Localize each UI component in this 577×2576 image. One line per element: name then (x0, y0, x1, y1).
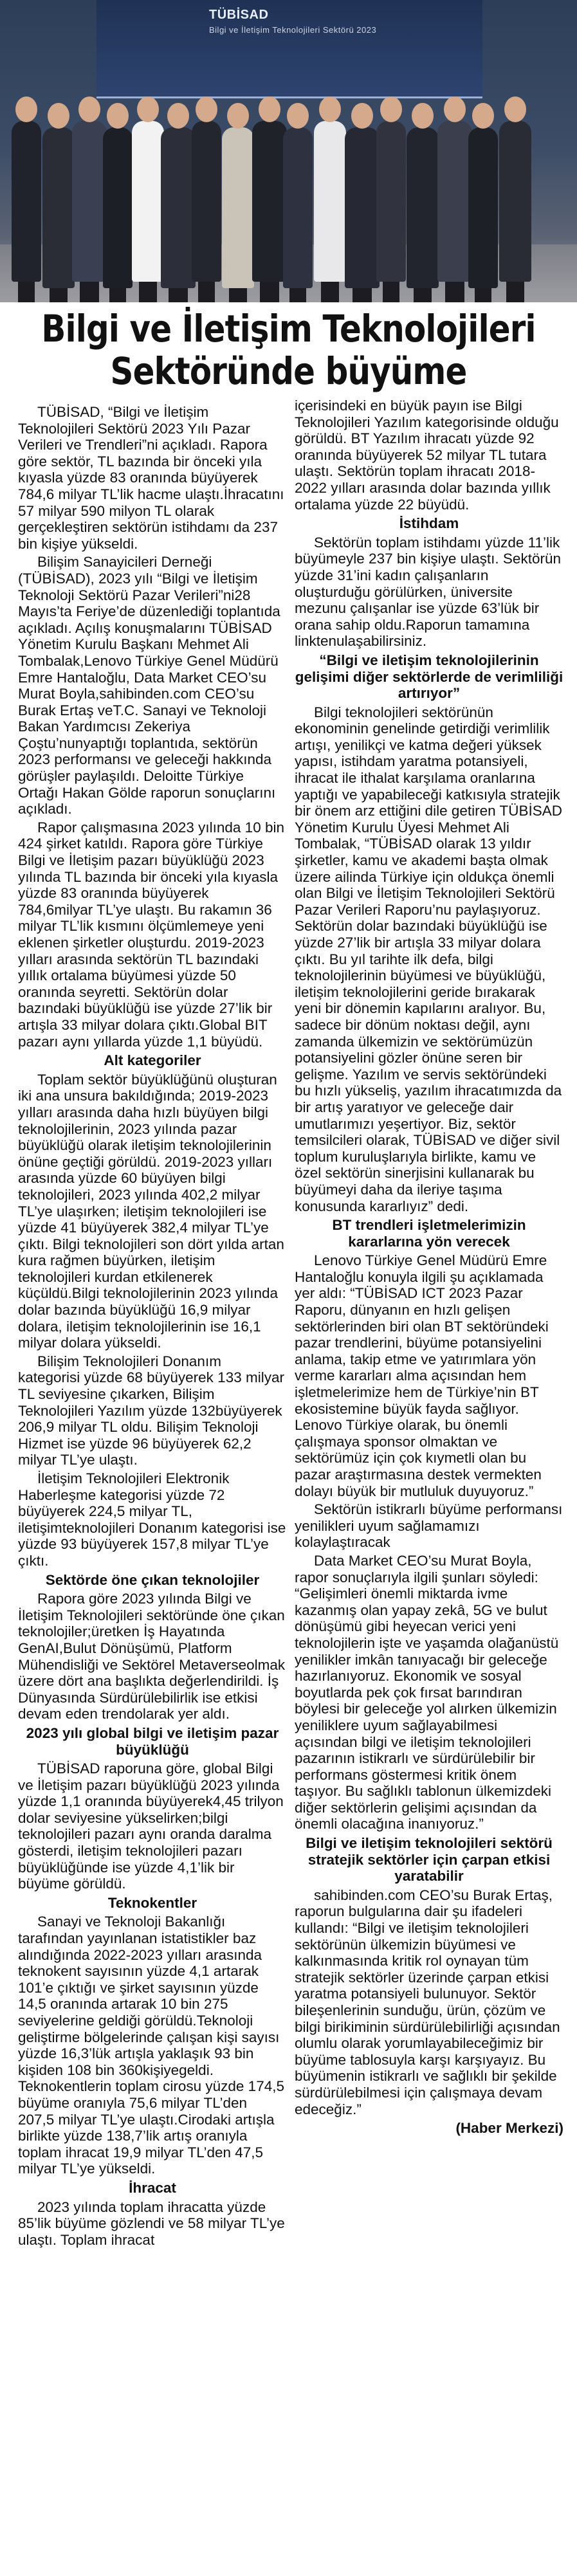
person-body (499, 121, 531, 282)
backdrop-logo-text (209, 8, 376, 35)
paragraph: TÜBİSAD, “Bilgi ve İletişim Teknolojileri Sektörü 2023 Yılı Pazar Verileri ve Trendleri”ni açıkladı. Rapora göre sektör, TL bazında bir önceki yıla kıyasla yüzde 83 oranında büyüyerek 784,6 milyar TL’lik hacme ulaştı.İhracatını 57 milyar 590 milyon TL olarak gerçekleştiren sektörün istihdamı da 237 bin kişiye yükseldi. (18, 404, 284, 552)
section-heading: BT trendleri işletmelerimizin kararlarına yön verecek (332, 1217, 526, 1250)
person-body (468, 127, 498, 288)
person-body (314, 121, 346, 282)
paragraph: Rapora göre 2023 yılında Bilgi ve İletişim Teknolojileri sektöründe öne çıkan teknolojiler;üretken İş Hayatında GenAI,Bulut Dönüşümü, Platform Mühendisliği ve Sektörel Metaverseolmak üzere dört ana başlıkta değerlendirildi. İş Dünyasında Sürdürülebilirlik ise etkisi devam eden trendolarak yer aldı. (18, 1591, 286, 1722)
paragraph: Sektörün toplam istihdamı yüzde 11’lik büyümeyle 237 bin kişiye ulaştı. Sektörün yüzde 31’ini kadın çalışanların oluşturduğu görülürken, üniversite mezunu çalışanlar ise yüzde 63’lük bir orana sahip oldu.Raporun tamamına linktenulaşabilirsiniz. (295, 534, 561, 650)
person-figure (72, 96, 107, 302)
person-head (319, 96, 341, 122)
paragraph: sahibinden.com CEO’su Burak Ertaş, raporun bulgularına dair şu ifadeleri kullandı: “Bilgi ve iletişim teknolojileri sektörünün ülkemizin büyümesi ve kalkınmasında kritik rol oynayan tüm stratejik sektörler üzerinde çarpan etkisi yaratma potansiyeli bulunuyor. Sektör bileşenlerinin sunduğu, ürün, çözüm ve bilgi birikiminin sürdürülebilirliği açısından olumlu olarak yorumlayabileceğimiz bir büyüme tablosuyla karşı karşıyayız. Bu büyümenin istikrarlı ve sağlıklı bir şekilde sürdürülebilmesi için çalışmaya devam edeceğiz.” (295, 1886, 560, 2117)
paragraph: Sektörün istikrarlı büyüme performansı yenilikleri uyum sağlamamızı kolaylaştıracak (295, 1501, 563, 1551)
person-head (412, 103, 434, 129)
person-head (48, 103, 69, 129)
person-head (259, 96, 280, 122)
person-figure (345, 103, 380, 302)
person-body (345, 127, 380, 288)
person-body (192, 121, 221, 282)
person-head (167, 103, 189, 129)
person-figure (222, 103, 254, 302)
person-head (196, 96, 217, 122)
person-body (252, 121, 287, 282)
person-figure (103, 103, 133, 302)
person-body (72, 121, 107, 282)
person-figure (192, 96, 221, 302)
paragraph: İletişim Teknolojileri Elektronik Haberleşme kategorisi yüzde 72 büyüyerek 224,5 milyar TL, iletişimteknolojileri Donanım kategorisi ise yüzde 93 büyüyerek 157,8 milyar TL’ye çıktı. (18, 1470, 286, 1569)
person-head (444, 96, 466, 122)
person-body (283, 127, 313, 288)
person-body (407, 127, 439, 288)
person-figure (468, 103, 498, 302)
person-body (161, 127, 196, 288)
byline: (Haber Merkezi) (455, 2120, 563, 2137)
section-heading: İstihdam (399, 515, 459, 532)
person-figure (437, 96, 472, 302)
person-figure (376, 96, 406, 302)
paragraph: Rapor çalışmasına 2023 yılında 10 bin 424 şirket katıldı. Rapora göre Türkiye Bilgi ve İletişim pazarı büyüklüğü 2023 yılında TL bazında bir önceki yıla kıyasla yüzde 83 oranında büyüyerek 784,6milyar TL’ye ulaştı. Bu rakamın 36 milyar TL’lik kısmını ölçümlemeye yeni eklenen şirketler oluşturdu. 2019-2023 yılları arasında sektörün TL bazındaki yıllık ortalama büyümesi yüzde 50 oranında seyretti. Sektörün dolar bazındaki büyüklüğü ise yüzde 27’lik bir artışla 33 milyar dolara çıktı.Global BIT pazarı aynı yıllarda yüzde 1,1 büyüdü. (18, 819, 284, 1050)
event-photo (0, 0, 577, 302)
person-figure (252, 96, 287, 302)
paragraph: 2023 yılında toplam ihracatta yüzde 85’lik büyüme gözlendi ve 58 milyar TL’ye ulaştı. Toplam ihracat (18, 2198, 285, 2248)
backdrop-subtitle: Bilgi ve İletişim Teknolojileri Sektörü 2023 (209, 25, 377, 35)
section-heading: Teknokentler (107, 1894, 197, 1911)
section-heading: Alt kategoriler (104, 1052, 201, 1069)
person-figure (132, 96, 164, 302)
backdrop-title: TÜBİSAD (209, 8, 269, 22)
person-body (222, 127, 254, 288)
article-right-column (295, 397, 563, 2139)
paragraph: Data Market CEO’su Murat Boyla, rapor sonuçlarıyla ilgili şunları söyledi: “Gelişimleri önemli miktarda ivme kazanmış olan yapay zekâ, 5G ve bulut dönüşümü gibi heyecan verici yeni teknolojilerin işte ve yaşamda olağanüstü yenilikler imkân tanıyacağı bir geleceğe hazırlanıyoruz. Ekonomik ve sosyal boyutlarda pek çok fırsat barındıran böylesi bir geleceğe yol alırken ülkemizin yeniliklere uyum sağlayabilmesi açısından bilgi ve iletişim teknolojileri pazarının istikrarlı ve sürdürülebilir bir performans göstermesi kritik önem taşıyor. Bu sağlıklı tablonun ülkemizdeki diğer sektörlerin gelişimi açısından da önemli olacağına inanıyoruz.” (295, 1552, 559, 1832)
section-heading: İhracat (129, 2179, 176, 2196)
person-head (15, 96, 37, 122)
person-body (376, 121, 406, 282)
person-head (380, 96, 402, 122)
headline-line-1: Bilgi ve İletişim Teknolojileri (41, 307, 536, 351)
person-figure (12, 96, 41, 302)
person-head (227, 103, 249, 129)
paragraph: Bilişim Sanayicileri Derneği (TÜBİSAD), 2023 yılı “Bilgi ve İletişim Teknoloji Sektörü Pazar Verileri”ni28 Mayıs’ta Feriye’de düzenlediği toplantıda açıkladı. Açılış konuşmalarını TÜBİSAD Yönetim Kurulu Başkanı Mehmet Ali Tombalak,Lenovo Türkiye Genel Müdürü Emre Hantaloğlu, Data Market CEO’su Murat Boyla,sahibinden.com CEO’su Burak Ertaş veT.C. Sanayi ve Teknoloji Bakan Yardımcısı Zekeriya Çoştu’nunyaptığı toplantıda, sektörün 2023 performansı ve geleceği hakkında görüşler paylaşıldı. Deloitte Türkiye Ortağı Hakan Gölde raporun sonuçlarını açıkladı. (18, 554, 280, 818)
person-body (42, 127, 75, 288)
headline-line-2: Sektöründe büyüme (110, 349, 467, 393)
section-heading: Bilgi ve iletişim teknolojileri sektörü stratejik sektörler için çarpan etkisi yaratabilir (306, 1835, 553, 1885)
article-left-column (18, 404, 287, 2250)
person-figure (161, 103, 196, 302)
paragraph: içerisindeki en büyük payın ise Bilgi Teknolojileri Yazılım kategorisinde olduğu görüldü. BT Yazılım ihracatı yüzde 92 oranında büyüyerek 52 milyar TL tutara ulaştı. Sektörün toplam ihracatı 2018-2022 yılları arasında dolar bazında yıllık ortalama yüzde 22 büyüdü. (295, 397, 559, 513)
person-body (12, 121, 41, 282)
person-head (78, 96, 100, 122)
person-head (287, 103, 309, 129)
person-body (132, 121, 164, 282)
paragraph: TÜBİSAD raporuna göre, global Bilgi ve İletişim pazarı büyüklüğü 2023 yılında yüzde 1,1 oranında büyüyerek4,45 trilyon dolar seviyesine yükselirken;bilgi teknolojileri pazarı aynı oranda daralma gösterdi, iletişim teknolojileri pazarı büyüklüğünde ise yüzde 4,1’lik bir büyüme görüldü. (18, 1760, 284, 1892)
person-figure (283, 103, 313, 302)
paragraph: Bilişim Teknolojileri Donanım kategorisi yüzde 68 büyüyerek 133 milyar TL seviyesine çıkarken, Bilişim Teknolojileri Yazılım yüzde 132büyüyerek 206,9 milyar TL oldu. Bilişim Teknoloji Hizmet ise yüzde 96 büyüyerek 62,2 milyar TL’ye ulaştı. (18, 1353, 284, 1468)
section-heading: “Bilgi ve iletişim teknolojilerinin gelişimi diğer sektörlerde de verimliliği artırıyor” (295, 652, 563, 702)
person-head (137, 96, 159, 122)
paragraph: Lenovo Türkiye Genel Müdürü Emre Hantaloğlu konuyla ilgili şu açıklamada yer aldı: “TÜBİSAD ICT 2023 Pazar Raporu, dünyanın en hızlı gelişen sektörlerinden biri olan BT sektöründeki pazar trendlerini, büyüme potansiyelini anlama, takip etme ve yatırımlara yön verme kararları alma açısından hem işletmelerimize hem de Türkiye’nin BT ekosistemine büyük fayda sağlıyor. Lenovo Türkiye olarak, bu önemli çalışmaya sponsor olmaktan ve sektörümüz için çok kıymetli olan bu pazar araştırmasına destek vermekten dolayı büyük bir mutluluk duyuyoruz.” (295, 1252, 549, 1499)
person-body (103, 127, 133, 288)
person-figure (314, 96, 346, 302)
person-figure (42, 103, 75, 302)
section-heading: Sektörde öne çıkan teknolojiler (45, 1571, 260, 1588)
stage-backdrop (96, 0, 482, 98)
paragraph: Toplam sektör büyüklüğünü oluşturan iki ana unsura bakıldığında; 2019-2023 yılları arasında daha hızlı büyüyen bilgi teknolojilerinin, 2023 yılında pazar büyüklüğü olarak iletişim teknolojilerinin önüne geçtiği görüldü. 2019-2023 yılları arasında yüzde 60 büyüyen bilgi teknolojileri, 2023 yılında 402,2 milyar TL’ye ulaşırken; iletişim teknolojileri ise yüzde 41 büyüyerek 382,4 milyar TL’ye çıktı. Bilgi teknolojileri son dört yılda artan kura rağmen büyürken, iletişim teknolojileri kurdan etkilenerek küçüldü.Bilgi teknolojilerinin 2023 yılında dolar bazında büyüklüğü 16,9 milyar dolara, iletişim teknolojilerinin ise 16,1 milyar dolara yükseldi. (18, 1071, 284, 1351)
person-figure (407, 103, 439, 302)
person-head (504, 96, 526, 122)
paragraph: Bilgi teknolojileri sektörünün ekonominin genelinde getirdiği verimlilik artışı, yenilikçi ve katma değeri yüksek yapısı, istihdam yaratma potansiyeli, ihracat ile ithalat karşılama oranlarına yaptığı ve yapabileceği katkısıyla stratejik bir önem arz ettiğini dile getiren TÜBİSAD Yönetim Kurulu Üyesi Mehmet Ali Tombalak, “TÜBİSAD olarak 13 yıldır şirketler, kamu ve akademi başta olmak üzere ailinda Türkiye için oldukça önemli olan Bilgi ve İletişim Teknolojileri Sektörü Pazar Verileri Raporu’nu paylaşıyoruz. Sektörün dolar bazındaki büyüklüğü ise yüzde 27’lik bir artışla 33 milyar dolara çıktı. Bu yıl tarihte ilk defa, bilgi teknolojilerinin büyümesi ve büyüklüğü, iletişim teknolojilerini geride bırakarak yeni bir dönemin kapılarını aralıyor. Bu, sadece bir dönüm noktası değil, aynı zamanda ülkemizin ve sektörümüzün potansiyelini gözler önüne seren bir gelişme. Yazılım ve servis sektöründeki bu hızlı yükseliş, yazılım ihracatımızda da bir artış yaratıyor ve geleceğe dair umutlarımızı yeşertiyor. Biz, sektör temsilcileri olarak, TÜBİSAD ve diğer sivil toplum kuruluşlarıyla birlikte, kamu ve özel sektörün sinerjisini kullanarak bu büyümeyi daha da ileriye taşıma konusunda kararlıyız” dedi. (295, 704, 563, 1214)
section-heading: 2023 yılı global bilgi ve iletişim pazar büyüklüğü (26, 1724, 279, 1758)
person-head (107, 103, 129, 129)
person-body (437, 121, 472, 282)
person-figure (499, 96, 531, 302)
paragraph: Sanayi ve Teknoloji Bakanlığı tarafından yayınlanan istatistikler baz alındığında 2022-2023 yılları arasında teknokent sayısının yüzde 4,1 artarak 101’e çıktığı ve şirket sayısının yüzde 14,5 oranında artarak 10 bin 275 seviyelerine geldiği görüldü.Teknoloji geliştirme bölgelerinde çalışan kişi sayısı yüzde 16,3’lük artışla yaklaşık 93 bin kişiden 108 bin 360kişiyegeldi. Teknokentlerin toplam cirosu yüzde 174,5 büyüme oranıyla 75,6 milyar TL’den 207,5 milyar TL’ye ulaştı.Cirodaki artışla birlikte yüzde 138,7’lik artış oranıyla toplam ihracat 19,9 milyar TL’den 47,5 milyar TL’ye yükseldi. (18, 1914, 284, 2177)
person-head (351, 103, 373, 129)
person-head (472, 103, 494, 129)
